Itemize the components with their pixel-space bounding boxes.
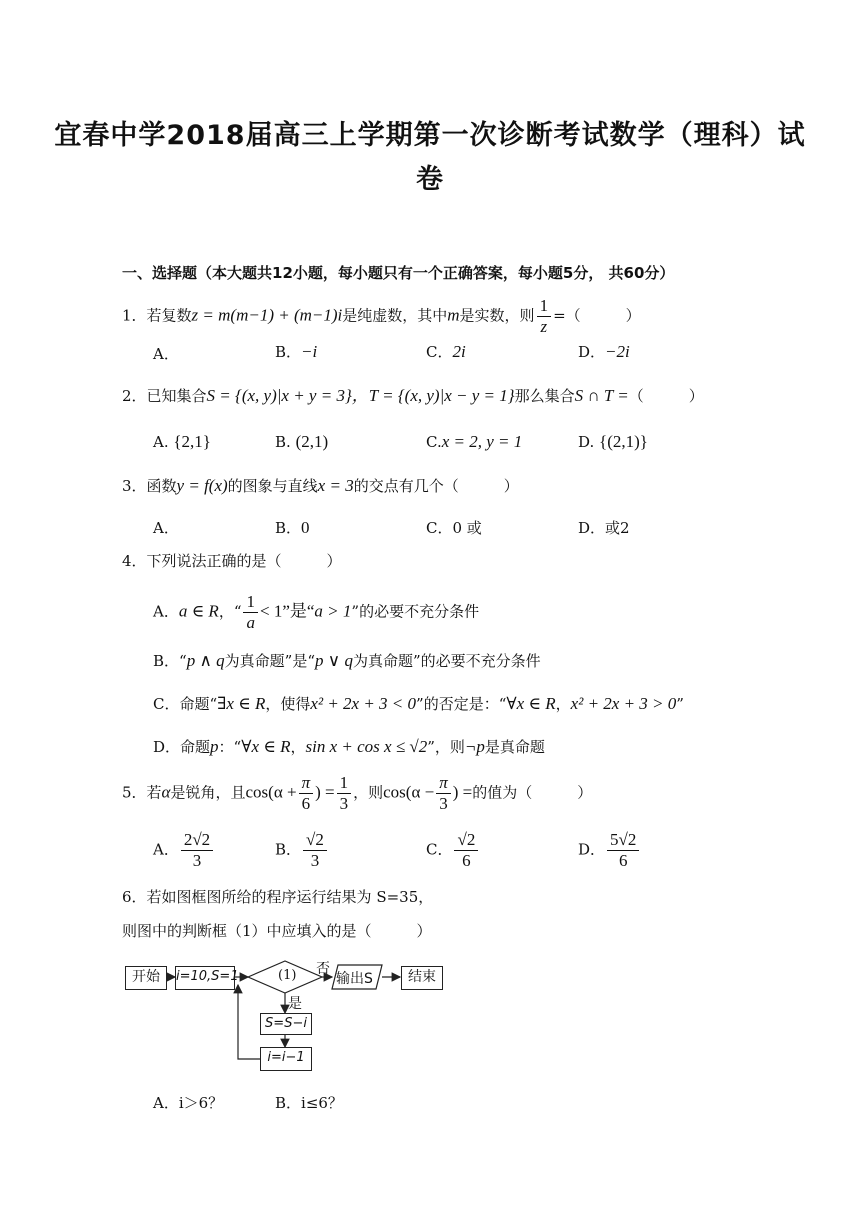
q3-option-d-label: D．: [578, 519, 606, 537]
q3-option-c: [426, 518, 482, 538]
flowchart-no-label: 否: [316, 961, 330, 977]
q5-cos-1: cos(α +: [245, 782, 297, 802]
q5-option-c: [426, 830, 480, 871]
q1-option-b-label: B．: [275, 343, 302, 361]
q5-fraction-pi-6: [299, 773, 314, 814]
q3-option-c-label: C．: [426, 519, 453, 537]
q5-option-c-den: 6: [462, 851, 471, 870]
q2-option-c: [426, 432, 522, 452]
q5-option-d-den: 6: [618, 851, 628, 870]
q5-text-d: ) =: [452, 782, 473, 802]
q3-option-d: [578, 518, 630, 538]
flowchart-step-s: S=S−i: [260, 1013, 312, 1035]
q2-text-c: （ ）: [628, 387, 704, 405]
q4-d-text-c: ，: [290, 738, 306, 756]
q2-option-b: [275, 432, 328, 452]
q5-text-e: 的值为（ ）: [472, 783, 593, 802]
q2-option-a-label: A.: [153, 433, 169, 451]
q3-option-b-label: B．: [275, 519, 302, 537]
q1-fraction: [537, 296, 552, 337]
document-title-line1: 宜春中学2018届高三上学期第一次诊断考试数学（理科）试: [54, 120, 806, 151]
q5-1-3-den: 3: [339, 794, 349, 813]
q5-text-c: ，则: [353, 783, 384, 802]
q4-c-formula-3: ∀x ∈ R: [506, 694, 556, 713]
q4-a-fraction-den: a: [246, 613, 255, 632]
q4-a-text-b: ，“: [218, 602, 242, 621]
q5-option-d-fraction: [607, 830, 639, 871]
q4-a-formula: a ∈ R: [178, 601, 219, 621]
q1-option-d-value: −2i: [605, 342, 630, 361]
q4-c-text-b: ，使得: [265, 695, 311, 713]
q2-option-c-value: x = 2, y = 1: [441, 432, 523, 451]
q5-option-b-den: 3: [310, 851, 320, 870]
flowchart-start: 开始: [125, 966, 167, 990]
q2-option-b-value: (2,1): [295, 432, 329, 451]
q1-fraction-num: 1: [537, 296, 552, 317]
q1-option-d: [578, 342, 630, 362]
question-5-stem: [122, 773, 592, 814]
q5-option-d-num: 5√2: [607, 830, 639, 851]
q4-a-formula-2: a > 1: [314, 601, 352, 621]
q5-option-c-fraction: [454, 830, 478, 871]
question-3-stem: [122, 476, 519, 496]
q4-c-text-d: ，: [555, 695, 571, 713]
question-4-stem: 4．下列说法正确的是（ ）: [122, 552, 342, 570]
q4-d-formula-3: ¬p: [464, 737, 485, 756]
flowchart-init: i=10,S=1: [175, 966, 235, 990]
q5-option-b-num: √2: [303, 830, 327, 851]
q1-text-d: =（ ）: [553, 306, 641, 325]
q4-d-text-e: 是真命题: [484, 738, 545, 756]
q2-option-c-label: C.: [426, 433, 442, 451]
q4-d-text-b: ：“: [218, 738, 242, 756]
q4-d-label: D．命题: [153, 738, 211, 756]
q5-pi-6-num: π: [299, 773, 314, 794]
q2-option-d-label: D.: [578, 433, 595, 451]
q5-option-a-label: A．: [153, 840, 179, 859]
q4-option-b: [153, 651, 541, 671]
flowchart-yes-label: 是: [288, 996, 302, 1012]
q5-cos-2: cos(α −: [383, 782, 435, 802]
q3-option-b: [275, 518, 310, 538]
q5-option-a-den: 3: [192, 851, 202, 870]
q4-a-fraction: [243, 592, 258, 633]
flowchart-decision-label: (1): [278, 968, 297, 983]
question-1-stem: [122, 296, 641, 337]
q6-option-a: A．i＞6？: [153, 1094, 224, 1112]
flowchart-step-i: i=i−1: [260, 1047, 312, 1071]
q6-option-b: B．i≤6？: [275, 1094, 343, 1112]
q4-option-a: [153, 592, 479, 633]
q4-option-c: [153, 694, 684, 714]
q1-option-c-label: C．: [426, 343, 453, 361]
q3-text-a: 3．函数: [122, 477, 177, 495]
q4-option-d: [153, 737, 545, 757]
q4-b-text-c: 为真命题”的必要不充分条件: [352, 652, 541, 670]
q1-option-d-label: D．: [578, 343, 606, 361]
q4-c-text-f: ”: [676, 695, 684, 713]
q2-option-d: [578, 432, 648, 452]
q1-formula: z = m(m−1) + (m−1)i: [191, 305, 343, 325]
q2-option-a-value: {2,1}: [173, 432, 211, 451]
flowchart-output: 输出S: [336, 971, 373, 987]
q3-option-b-value: 0: [301, 518, 310, 537]
section-heading: 一、选择题（本大题共12小题，每小题只有一个正确答案，每小题5分， 共60分）: [122, 264, 675, 282]
q4-b-label: B．“: [153, 652, 187, 670]
q4-d-text-d: ”，则: [427, 738, 465, 756]
q2-text-a: 2．已知集合: [122, 387, 207, 405]
q1-option-c: [426, 342, 466, 362]
q4-c-label: C．命题“: [153, 695, 218, 713]
q1-fraction-den: z: [540, 317, 548, 336]
q3-option-c-value: 0 或: [452, 519, 482, 537]
q4-c-formula-1: ∃x ∈ R: [217, 694, 266, 713]
q4-d-var-p: p: [210, 737, 219, 756]
q5-option-b-label: B．: [275, 840, 302, 859]
q5-option-d: [578, 830, 641, 871]
q5-option-a: [153, 830, 215, 871]
q4-a-text-c: < 1”是“: [259, 601, 315, 621]
q5-fraction-pi-3: [436, 773, 451, 814]
q5-text-b: 是锐角，且: [170, 783, 246, 802]
q4-a-label: A．: [153, 602, 179, 621]
q4-c-text-c: ”的否定是：“: [416, 695, 507, 713]
q5-option-a-num: 2√2: [181, 830, 213, 851]
q1-option-b-value: −i: [301, 342, 318, 361]
q1-text-c: 是实数，则: [459, 306, 535, 325]
question-2-stem: [122, 386, 704, 406]
q5-pi-3-num: π: [436, 773, 451, 794]
q5-option-b: [275, 830, 329, 871]
q5-eq: ) =: [315, 782, 335, 802]
q3-text-c: 的交点有几个（ ）: [353, 477, 519, 495]
q1-option-b: [275, 342, 317, 362]
q5-1-3-num: 1: [337, 773, 352, 794]
q5-text-a: 5．若: [122, 783, 162, 802]
q5-pi-3-den: 3: [439, 794, 448, 813]
question-6-line2: 则图中的判断框（1）中应填入的是（ ）: [122, 922, 432, 940]
flowchart-end: 结束: [401, 966, 443, 990]
q4-c-formula-2: x² + 2x + 3 < 0: [310, 694, 417, 713]
q3-formula: y = f(x): [176, 476, 228, 495]
q1-text-a: 1．若复数: [122, 306, 192, 325]
q5-option-c-label: C．: [426, 840, 453, 859]
q5-option-b-fraction: [303, 830, 327, 871]
document-title-line2: 卷: [416, 164, 444, 195]
q4-b-text-b: 为真命题”是“: [224, 652, 315, 670]
q4-b-formula-1: p ∧ q: [186, 651, 225, 670]
q4-d-formula-2: sin x + cos x ≤ √2: [305, 737, 428, 756]
q5-pi-6-den: 6: [301, 794, 311, 813]
q5-option-d-label: D．: [578, 840, 606, 859]
q3-formula-2: x = 3: [317, 476, 354, 495]
q4-a-fraction-num: 1: [243, 592, 258, 613]
q2-option-d-value: {(2,1)}: [599, 432, 648, 451]
q2-option-a: [153, 432, 211, 452]
q4-c-formula-4: x² + 2x + 3 > 0: [570, 694, 677, 713]
q2-intersection: S ∩ T =: [574, 386, 629, 405]
q5-fraction-1-3: [337, 773, 352, 814]
q1-option-c-value: 2i: [452, 342, 466, 361]
q2-text-b: 那么集合: [514, 387, 575, 405]
q1-option-a: A．: [153, 345, 179, 363]
q5-alpha: α: [161, 782, 171, 802]
q3-option-d-value: 或2: [605, 519, 630, 537]
q1-var-m: m: [447, 305, 460, 325]
q5-option-c-num: √2: [454, 830, 478, 851]
q1-text-b: 是纯虚数，其中: [342, 306, 448, 325]
q4-a-text-e: ”的必要不充分条件: [351, 602, 480, 621]
q2-sets: S = {(x, y)|x + y = 3}，T = {(x, y)|x − y = 1}: [206, 386, 515, 405]
q4-d-formula-1: ∀x ∈ R: [241, 737, 291, 756]
q3-option-a: A．: [153, 519, 179, 537]
q4-b-formula-2: p ∨ q: [315, 651, 353, 670]
q5-option-a-fraction: [181, 830, 213, 871]
question-6-line1: 6．若如图框图所给的程序运行结果为 S=35，: [122, 888, 434, 906]
q2-option-b-label: B.: [275, 433, 291, 451]
q3-text-b: 的图象与直线: [227, 477, 318, 495]
